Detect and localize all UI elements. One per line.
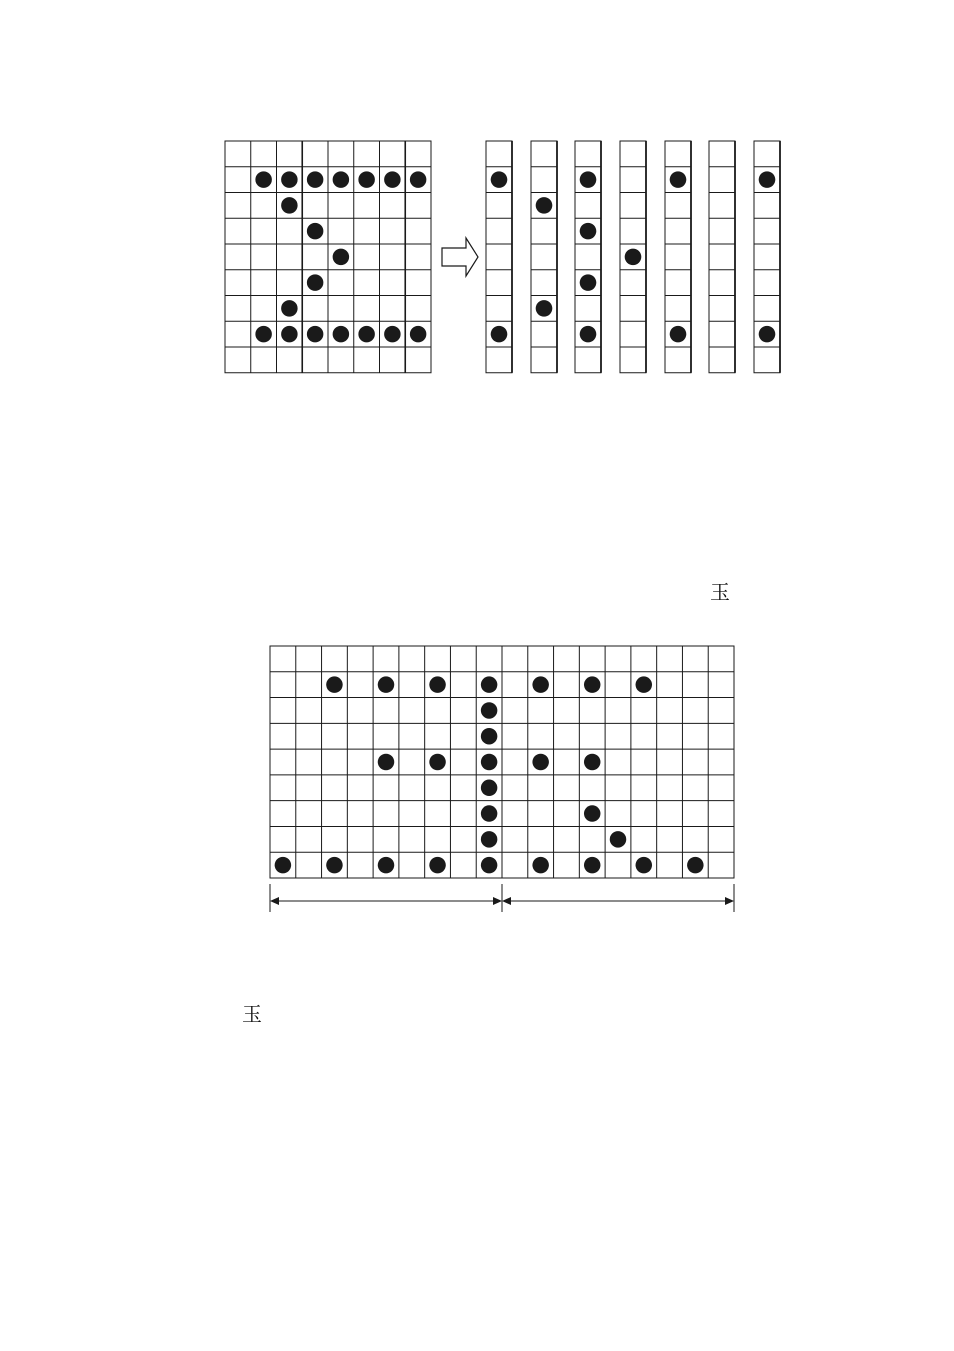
dimension-arrows [270,884,734,912]
character-label-bottom: 玉 [242,1002,262,1026]
right-block-arrow-shape [442,238,478,276]
source-grid-dot [333,249,349,265]
wide-grid-border [270,646,734,878]
source-grid-dot [333,171,349,187]
column-strip-border [709,141,735,373]
source-grid-dot [358,326,374,342]
source-grid-dot [255,171,271,187]
column-strip-dot [491,171,508,188]
wide-grid-dot [275,857,291,873]
source-grid-dot [410,326,426,342]
column-strip-dot [759,326,776,343]
wide-grid-dot [429,676,445,692]
wide-grid-dot [636,676,652,692]
column-strip-3 [575,141,601,373]
wide-grid-dot [481,728,497,744]
wide-grid-dot [481,702,497,718]
source-grid-dot [307,274,323,290]
wide-grid-dot [378,754,394,770]
dimension-arrowhead-right [493,897,502,905]
source-grid-dot [384,171,400,187]
source-grid-dot [281,300,297,316]
wide-grid-dot [532,676,548,692]
column-strip-border [531,141,557,373]
column-strip-dot [536,197,553,214]
wide-grid-dot [481,754,497,770]
dimension-arrow-2 [502,897,734,905]
wide-dot-grid [270,646,734,878]
column-strip-dot [580,223,597,240]
wide-grid-dot [481,831,497,847]
column-strip-7 [754,141,780,373]
figure-a-column-decomposition [0,0,954,420]
column-strip-dot [580,326,597,343]
column-strip-4 [620,141,646,373]
source-grid-dot [358,171,374,187]
source-grid-dot [307,171,323,187]
wide-grid-dot [584,805,600,821]
column-strip-dot [580,274,597,291]
column-strip-dot [670,171,687,188]
wide-grid-dot [326,676,342,692]
wide-grid-dot [610,831,626,847]
source-grid-dot [410,171,426,187]
source-grid-dot [384,326,400,342]
wide-grid-dot [584,754,600,770]
source-grid-dot [255,326,271,342]
column-strip-5 [665,141,691,373]
source-grid-dot [281,171,297,187]
wide-grid-dot [636,857,652,873]
column-strip-dot [491,326,508,343]
wide-grid-dot [481,857,497,873]
dimension-arrowhead-left [502,897,511,905]
dimension-arrowhead-right [725,897,734,905]
right-block-arrow-icon [442,238,478,276]
wide-grid-dot [687,857,703,873]
wide-grid-dot [532,754,548,770]
wide-grid-dot [481,780,497,796]
source-grid-dot [307,223,323,239]
wide-grid-dot [481,676,497,692]
wide-grid-dot [326,857,342,873]
source-grid-dot [333,326,349,342]
wide-grid-dot [532,857,548,873]
column-strip-dot [670,326,687,343]
column-strip-dot [625,249,642,266]
column-strip-6 [709,141,735,373]
source-grid-dot [281,197,297,213]
wide-grid-dot [481,805,497,821]
wide-grid-dot [429,754,445,770]
column-strips [486,141,780,373]
column-strip-1 [486,141,512,373]
column-strip-dot [536,300,553,317]
wide-grid-dot [584,857,600,873]
column-strip-dot [580,171,597,188]
source-dot-grid [225,141,431,373]
source-grid-dot [281,326,297,342]
column-strip-2 [531,141,557,373]
wide-grid-dot [378,857,394,873]
column-strip-dot [759,171,776,188]
character-label-top: 玉 [710,580,730,604]
wide-grid-dot [429,857,445,873]
wide-grid-dot [584,676,600,692]
source-grid-dot [307,326,323,342]
wide-grid-dot [378,676,394,692]
dimension-arrow-1 [270,897,502,905]
dimension-arrowhead-left [270,897,279,905]
